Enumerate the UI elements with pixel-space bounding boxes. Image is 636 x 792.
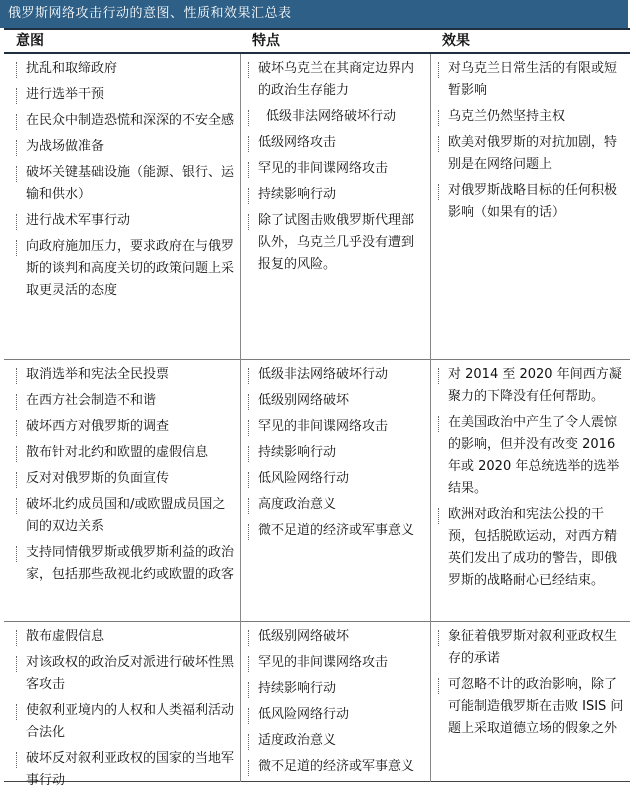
- table-row: [4, 622, 630, 788]
- list-item: 破坏关键基础设施（能源、银行、运输和供水）: [16, 162, 236, 206]
- list-item: 低级别网络破坏: [248, 390, 426, 412]
- list-item: 对俄罗斯战略目标的任何积极影响（如果有的话）: [438, 180, 626, 224]
- list-item: 对 2014 至 2020 年间西方凝聚力的下降没有任何帮助。: [438, 364, 626, 408]
- list-item: 散布虚假信息: [16, 626, 236, 648]
- list-item: 低级别网络破坏: [248, 626, 426, 648]
- features-cell: [240, 54, 430, 359]
- column-divider: [430, 54, 431, 782]
- list-item: 破坏乌克兰在其商定边界内的政治生存能力: [248, 58, 426, 102]
- list-item: 支持同情俄罗斯或俄罗斯利益的政治家，包括那些敌视北约或欧盟的政客: [16, 542, 236, 586]
- table-row: [4, 360, 630, 622]
- summary-table: [4, 28, 630, 788]
- list-item: 象征着俄罗斯对叙利亚政权生存的承诺: [438, 626, 626, 670]
- list-item: 低级网络攻击: [248, 132, 426, 154]
- list-item: 持续影响行动: [248, 678, 426, 700]
- list-item: 反对对俄罗斯的负面宣传: [16, 468, 236, 490]
- effects-cell: [430, 622, 630, 781]
- effects-cell: [430, 54, 630, 359]
- list-item: 取消选举和宪法全民投票: [16, 364, 236, 386]
- list-item: 微不足道的经济或军事意义: [248, 520, 426, 542]
- list-item: 除了试图击败俄罗斯代理部队外，乌克兰几乎没有遭到报复的风险。: [248, 210, 426, 276]
- list-item: 使叙利亚境内的人权和人类福利活动合法化: [16, 700, 236, 744]
- header-intent: 意图: [16, 33, 44, 49]
- list-item: 进行战术军事行动: [16, 210, 236, 232]
- list-item: 微不足道的经济或军事意义: [248, 756, 426, 778]
- effects-cell: [430, 360, 630, 621]
- list-item: 罕见的非间谍网络攻击: [248, 158, 426, 180]
- list-item: 为战场做准备: [16, 136, 236, 158]
- list-item: 罕见的非间谍网络攻击: [248, 652, 426, 674]
- list-item: 欧美对俄罗斯的对抗加剧，特别是在网络问题上: [438, 132, 626, 176]
- list-item: 乌克兰仍然坚持主权: [438, 106, 626, 128]
- list-item: 欧洲对政治和宪法公投的干预，包括脱欧运动，对西方精英们发出了成功的警告，即俄罗斯的战略耐心已经结束。: [438, 504, 626, 592]
- features-cell: [240, 622, 430, 781]
- list-item: 在民众中制造恐慌和深深的不安全感: [16, 110, 236, 132]
- list-item: 进行选举干预: [16, 84, 236, 106]
- table-title: 俄罗斯网络攻击行动的意图、性质和效果汇总表: [0, 0, 628, 28]
- list-item: 向政府施加压力，要求政府在与俄罗斯的谈判和高度关切的政策问题上采取更灵活的态度: [16, 236, 236, 302]
- intent-cell: [4, 54, 240, 359]
- list-item: 对该政权的政治反对派进行破坏性黑客攻击: [16, 652, 236, 696]
- list-item: 罕见的非间谍网络攻击: [248, 416, 426, 438]
- intent-cell: [4, 622, 240, 788]
- intent-cell: [4, 360, 240, 621]
- list-item: 持续影响行动: [248, 184, 426, 206]
- list-item: 可忽略不计的政治影响，除了可能制造俄罗斯在击败 ISIS 问题上采取道德立场的假象之外: [438, 674, 626, 740]
- list-item: 低风险网络行动: [248, 468, 426, 490]
- list-item: 在西方社会制造不和谐: [16, 390, 236, 412]
- list-item: 低级非法网络破坏行动: [248, 364, 426, 386]
- features-cell: [240, 360, 430, 621]
- column-divider: [240, 54, 241, 782]
- table-header: [4, 28, 630, 54]
- list-item: 在美国政治中产生了令人震惊的影响，但并没有改变 2016 年或 2020 年总统选举的选举结果。: [438, 412, 626, 500]
- list-item: 扰乱和取缔政府: [16, 58, 236, 80]
- list-item: 破坏西方对俄罗斯的调查: [16, 416, 236, 438]
- header-features: 特点: [252, 33, 280, 49]
- list-item: 对乌克兰日常生活的有限或短暂影响: [438, 58, 626, 102]
- list-item: 低风险网络行动: [248, 704, 426, 726]
- list-item: 散布针对北约和欧盟的虚假信息: [16, 442, 236, 464]
- list-item: 破坏反对叙利亚政权的国家的当地军事行动: [16, 748, 236, 792]
- list-item: 高度政治意义: [248, 494, 426, 516]
- list-item: 持续影响行动: [248, 442, 426, 464]
- header-effects: 效果: [442, 33, 470, 49]
- list-item: 适度政治意义: [248, 730, 426, 752]
- list-item: 破坏北约成员国和/或欧盟成员国之间的双边关系: [16, 494, 236, 538]
- list-item: 低级非法网络破坏行动: [248, 106, 426, 128]
- table-row: [4, 54, 630, 360]
